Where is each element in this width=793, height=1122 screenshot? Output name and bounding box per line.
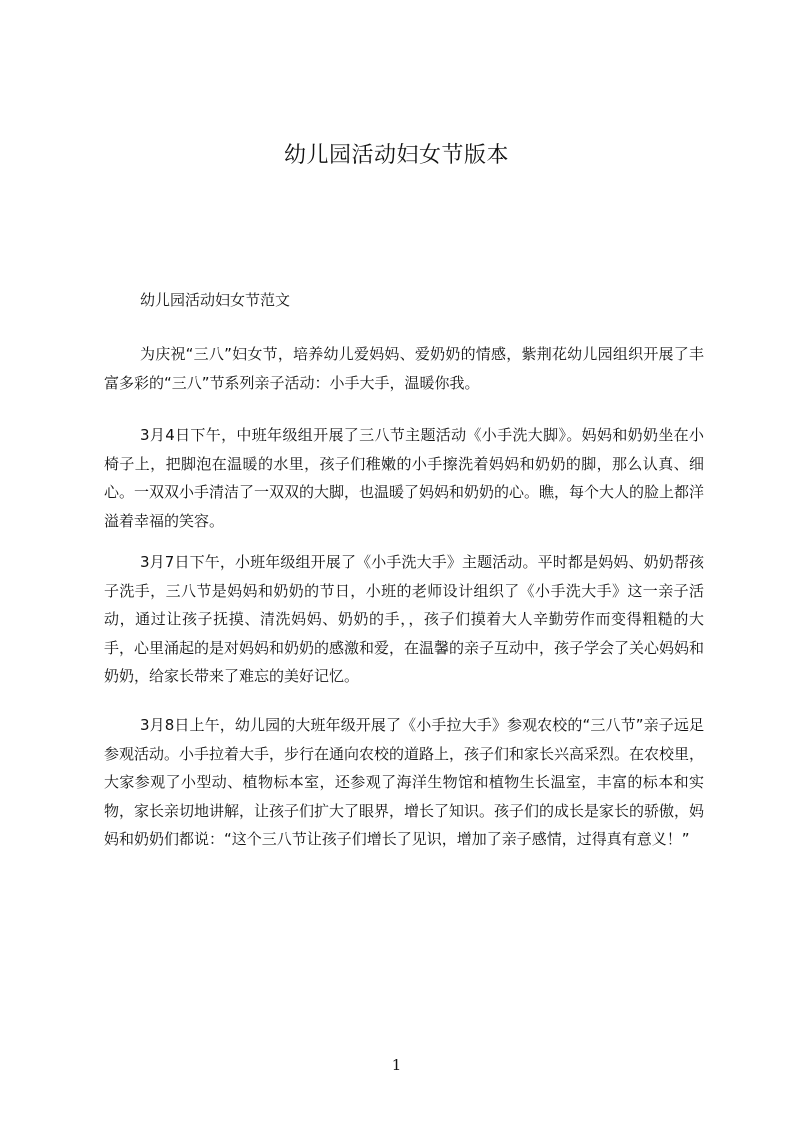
paragraph-march-8: 3月8日上午，幼儿园的大班年级开展了《小手拉大手》参观农校的“三八节”亲子远足参观活动。小手拉着大手，步行在通向农校的道路上，孩子们和家长兴高采烈。在农校里，大家参观了小型动、植物标本室，还参观了海洋生物馆和植物生长温室，丰富的标本和实物，家长亲切地讲解，让孩子们扩大了眼界，增长了知识。孩子们的成长是家长的骄傲，妈妈和奶奶们都说：“这个三八节让孩子们增长了见识，增加了亲子感情，过得真有意义！” <box>104 716 705 848</box>
paragraph-march-7: 3月7日下午，小班年级组开展了《小手洗大手》主题活动。平时都是妈妈、奶奶帮孩子洗手，三八节是妈妈和奶奶的节日，小班的老师设计组织了《小手洗大手》这一亲子活动，通过让孩子抚摸、清洗妈妈、奶奶的手，，孩子们摸着大人辛勤劳作而变得粗糙的大手，心里涌起的是对妈妈和奶奶的感激和爱，在温馨的亲子互动中，孩子学会了关心妈妈和奶奶，给家长带来了难忘的美好记忆。 <box>104 553 705 685</box>
page-number: 1 <box>391 1056 402 1074</box>
document-title: 幼儿园活动妇女节版本 <box>283 143 509 168</box>
paragraph-march-4: 3月4日下午，中班年级组开展了三八节主题活动《小手洗大脚》。妈妈和奶奶坐在小椅子上，把脚泡在温暖的水里，孩子们稚嫩的小手擦洗着妈妈和奶奶的脚，那么认真、细心。一双双小手清洁了一双双的大脚，也温暖了妈妈和奶奶的心。瞧，每个大人的脸上都洋溢着幸福的笑容。 <box>104 426 705 530</box>
paragraph-intro: 为庆祝“三八”妇女节，培养幼儿爱妈妈、爱奶奶的情感，紫荆花幼儿园组织开展了丰富多彩的“三八”节系列亲子活动：小手大手，温暖你我。 <box>104 345 704 392</box>
document-subtitle: 幼儿园活动妇女节范文 <box>140 291 291 309</box>
